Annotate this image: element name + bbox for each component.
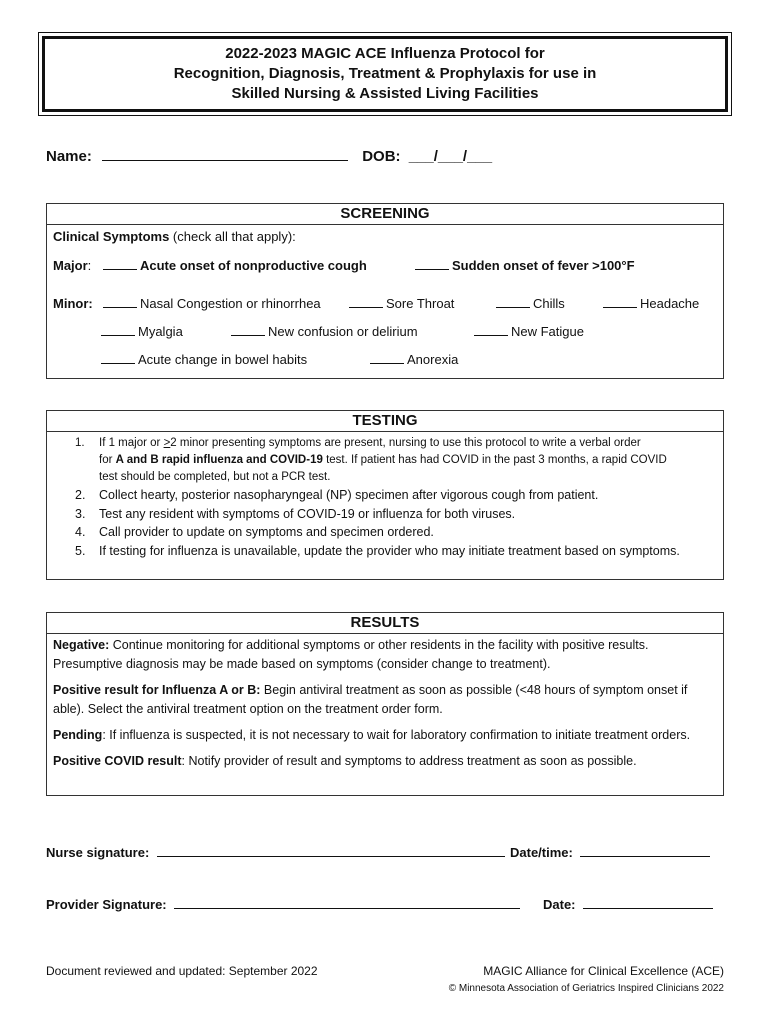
- nurse-signature-label: Nurse signature:: [46, 845, 150, 860]
- result-positive-covid: Positive COVID result: Notify provider of result and symptoms to address treatment as soon as possible.: [53, 754, 637, 768]
- major-colon: :: [87, 258, 92, 273]
- major-item-fever[interactable]: [415, 258, 635, 273]
- testing-list: [47, 432, 723, 560]
- provider-date-line: [543, 895, 713, 912]
- clinical-symptoms-note: (check all that apply):: [169, 229, 296, 244]
- name-label: Name:: [46, 148, 92, 165]
- checkbox-blank[interactable]: [474, 324, 508, 336]
- testing-section: [46, 410, 724, 580]
- nurse-signature-line: [46, 843, 505, 860]
- results-section: [46, 612, 724, 796]
- footer-org: MAGIC Alliance for Clinical Excellence (ACE): [483, 964, 724, 978]
- testing-item-text: Test any resident with symptoms of COVID-19 or influenza for both viruses.: [99, 506, 516, 521]
- title-line-3: Skilled Nursing & Assisted Living Facilities: [231, 85, 539, 102]
- minor-item-label: Chills: [533, 296, 565, 311]
- minor-item-label: Acute change in bowel habits: [138, 352, 308, 367]
- name-field[interactable]: [102, 147, 348, 161]
- result-pending: Pending: If influenza is suspected, it is not necessary to wait for laboratory confirmation to initiate treatment orders.: [53, 728, 691, 742]
- provider-date-label: Date:: [543, 897, 576, 912]
- minor-item-confusion[interactable]: [231, 324, 418, 339]
- checkbox-blank[interactable]: [101, 324, 135, 336]
- patient-info-line: [46, 147, 492, 165]
- minor-item-sore-throat[interactable]: [349, 296, 454, 311]
- clinical-symptoms-line: [53, 229, 296, 244]
- testing-item-1-text: If 1 major or >2 minor presenting symptoms are present, nursing to use this protocol to write a verbal order for A and B rapid influenza and COVID-19 test. If patient has had COVID in the past 3 months, a rapid COVID test should be completed, but not a PCR test.: [99, 437, 667, 483]
- major-item-cough[interactable]: [103, 258, 367, 273]
- minor-label: Minor:: [53, 296, 93, 311]
- minor-item-label: Headache: [640, 296, 700, 311]
- minor-item-label: New Fatigue: [511, 324, 584, 339]
- title-line-1: 2022-2023 MAGIC ACE Influenza Protocol for: [225, 45, 545, 62]
- checkbox-blank[interactable]: [103, 258, 137, 270]
- major-item-label: Acute onset of nonproductive cough: [140, 258, 367, 273]
- minor-item-label: Sore Throat: [386, 296, 455, 311]
- results-heading: RESULTS: [47, 613, 723, 634]
- checkbox-blank[interactable]: [496, 296, 530, 308]
- list-number: 2.: [75, 488, 86, 502]
- title-line-2: Recognition, Diagnosis, Treatment & Prophylaxis for use in: [173, 65, 597, 82]
- major-label: Major: [53, 258, 88, 273]
- checkbox-blank[interactable]: [101, 352, 135, 364]
- minor-item-label: Anorexia: [407, 352, 459, 367]
- testing-heading: TESTING: [47, 411, 723, 432]
- screening-heading: SCREENING: [47, 204, 723, 225]
- major-item-label: Sudden onset of fever >100°F: [452, 258, 635, 273]
- screening-section: [46, 203, 724, 379]
- nurse-signature-field[interactable]: [157, 843, 505, 857]
- minor-item-label: Nasal Congestion or rhinorrhea: [140, 296, 321, 311]
- major-label-line: [53, 258, 91, 273]
- minor-item-myalgia[interactable]: [101, 324, 183, 339]
- testing-item-text: If testing for influenza is unavailable, update the provider who may initiate treatment based on symptoms.: [99, 543, 680, 558]
- result-positive-influenza: Positive result for Influenza A or B: Begin antiviral treatment as soon as possible (<48 hours of symptom onset if able). Select the antiviral treatment option on the treatment order form.: [53, 683, 688, 716]
- checkbox-blank[interactable]: [370, 352, 404, 364]
- testing-item-text: Collect hearty, posterior nasopharyngeal (NP) specimen after vigorous cough from patient.: [99, 488, 599, 502]
- testing-item-4: [75, 523, 715, 542]
- title-inner: [42, 36, 728, 112]
- checkbox-blank[interactable]: [231, 324, 265, 336]
- footer-copyright: © Minnesota Association of Geriatrics Inspired Clinicians 2022: [448, 983, 724, 994]
- testing-item-1: [75, 435, 715, 486]
- list-number: 1.: [75, 437, 85, 449]
- minor-item-fatigue[interactable]: [474, 324, 584, 339]
- provider-date-field[interactable]: [583, 895, 713, 909]
- checkbox-blank[interactable]: [103, 296, 137, 308]
- nurse-date-label: Date/time:: [510, 845, 573, 860]
- title-box: [38, 32, 732, 116]
- result-negative: Negative: Continue monitoring for additional symptoms or other residents in the facility with positive results. Presumptive diagnosis may be made based on symptoms (consider change to treatment).: [53, 638, 649, 671]
- nurse-date-field[interactable]: [580, 843, 710, 857]
- checkbox-blank[interactable]: [415, 258, 449, 270]
- minor-item-label: Myalgia: [138, 324, 183, 339]
- testing-item-2: [75, 486, 715, 505]
- provider-signature-field[interactable]: [174, 895, 520, 909]
- list-number: 4.: [75, 525, 86, 539]
- minor-item-headache[interactable]: [603, 296, 699, 311]
- minor-item-nasal[interactable]: [103, 296, 321, 311]
- checkbox-blank[interactable]: [349, 296, 383, 308]
- nurse-date-line: [510, 843, 710, 860]
- footer-reviewed: Document reviewed and updated: September 2022: [46, 964, 318, 978]
- testing-item-3: [75, 505, 715, 524]
- checkbox-blank[interactable]: [603, 296, 637, 308]
- testing-item-5: [75, 542, 715, 561]
- dob-field[interactable]: ___/___/___: [408, 148, 493, 165]
- minor-item-chills[interactable]: [496, 296, 565, 311]
- minor-item-bowel[interactable]: [101, 352, 307, 367]
- minor-item-anorexia[interactable]: [370, 352, 458, 367]
- testing-item-text: Call provider to update on symptoms and specimen ordered.: [99, 525, 434, 539]
- list-number: 3.: [75, 506, 86, 521]
- list-number: 5.: [75, 543, 86, 558]
- minor-item-label: New confusion or delirium: [268, 324, 418, 339]
- results-body: [47, 634, 723, 771]
- dob-label: DOB:: [362, 148, 401, 165]
- provider-signature-label: Provider Signature:: [46, 897, 167, 912]
- clinical-symptoms-label: Clinical Symptoms: [53, 229, 170, 244]
- provider-signature-line: [46, 895, 520, 912]
